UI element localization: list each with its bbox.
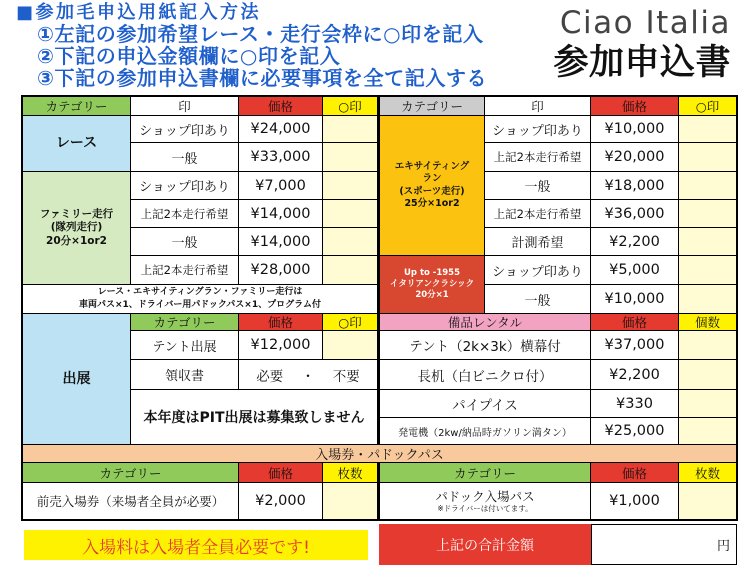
exciting-general-check-cell[interactable] bbox=[679, 172, 736, 199]
instructions bbox=[16, 3, 487, 89]
race-shop-label: ショップ印あり bbox=[131, 116, 238, 142]
classic-general-label: 一般 bbox=[485, 285, 590, 313]
exciting-run-duration: 25分×1or2 bbox=[404, 197, 460, 209]
paddock-pass-price: ¥1,000 bbox=[591, 483, 678, 519]
family-shop-check-cell[interactable] bbox=[323, 172, 377, 199]
brand-logo-text: Ciao Italia bbox=[559, 5, 731, 41]
family-shop-label: ショップ印あり bbox=[131, 172, 238, 199]
ticket-right-price-header: 価格 bbox=[591, 463, 678, 482]
right-mark-header: 印 bbox=[485, 97, 590, 115]
family-shop-price: ¥7,000 bbox=[239, 172, 322, 199]
right-category-header: カテゴリー bbox=[380, 97, 484, 115]
classic-shop-check-cell[interactable] bbox=[679, 256, 736, 284]
exciting-general-label: 一般 bbox=[485, 172, 590, 199]
family-general-double-check-cell[interactable] bbox=[323, 256, 377, 284]
advance-ticket-qty-cell[interactable] bbox=[323, 483, 377, 519]
ticket-right-category-header: カテゴリー bbox=[380, 463, 590, 482]
rental-generator-label: 発電機（2kw/納品時ガソリン満タン） bbox=[380, 418, 590, 444]
rental-generator-qty-cell[interactable] bbox=[679, 418, 736, 444]
left-check-header: ○印 bbox=[323, 97, 377, 115]
rental-tent-qty-cell[interactable] bbox=[679, 331, 736, 359]
pit-exhibit-notice: 本年度はPIT出展は募集致しません bbox=[131, 390, 377, 444]
exciting-shop-price: ¥10,000 bbox=[591, 116, 678, 142]
left-mark-header: 印 bbox=[131, 97, 238, 115]
exciting-shop-double-check-cell[interactable] bbox=[679, 143, 736, 171]
race-general-price: ¥33,000 bbox=[239, 143, 322, 171]
family-run-subtitle: (隊列走行) bbox=[50, 221, 103, 234]
paddock-pass-label: パドック入場パス bbox=[435, 489, 535, 504]
receipt-options bbox=[239, 360, 377, 389]
race-general-label: 一般 bbox=[131, 143, 238, 171]
classic-general-check-cell[interactable] bbox=[679, 285, 736, 313]
exhibit-category-header: カテゴリー bbox=[131, 314, 238, 330]
family-run-category bbox=[23, 172, 130, 284]
family-general-check-cell[interactable] bbox=[323, 228, 377, 255]
application-table bbox=[21, 95, 738, 521]
rental-table-label: 長机（白ビニクロ付） bbox=[380, 360, 590, 389]
exciting-general-double-check-cell[interactable] bbox=[679, 200, 736, 227]
family-general-label: 一般 bbox=[131, 228, 238, 255]
included-items-note-line-2: 車両パス×1、ドライバー用パドックパス×1、プログラム付 bbox=[79, 300, 321, 310]
exciting-run-category bbox=[380, 116, 484, 255]
admission-fee-notice: 入場料は入場者全員必要です! bbox=[24, 530, 368, 560]
ticket-right-qty-header: 枚数 bbox=[679, 463, 736, 482]
family-shop-double-check-cell[interactable] bbox=[323, 200, 377, 227]
exciting-shop-double-label: 上記2本走行希望 bbox=[485, 143, 590, 171]
receipt-option-separator: ・ bbox=[301, 368, 315, 385]
paddock-pass-qty-cell[interactable] bbox=[679, 483, 736, 519]
italian-classic-duration: 20分×1 bbox=[415, 290, 449, 301]
ticket-left-price-header: 価格 bbox=[239, 463, 322, 482]
race-shop-price: ¥24,000 bbox=[239, 116, 322, 142]
instruction-step-2: ②下記の申込金額欄に○印を記入 bbox=[37, 44, 341, 68]
classic-shop-label: ショップ印あり bbox=[485, 256, 590, 284]
instructions-title: ■参加毛申込用紙記入方法 bbox=[16, 2, 262, 23]
right-check-header: ○印 bbox=[679, 97, 736, 115]
paddock-pass-note: ※ドライバーは付いてます。 bbox=[437, 504, 533, 513]
family-run-title: ファミリー走行 bbox=[39, 207, 114, 220]
receipt-option-required[interactable]: 必要 bbox=[256, 368, 284, 385]
ticket-left-category-header: カテゴリー bbox=[23, 463, 238, 482]
exciting-shop-double-price: ¥20,000 bbox=[591, 143, 678, 171]
exhibit-check-header: ○印 bbox=[323, 314, 377, 330]
timing-price: ¥2,200 bbox=[591, 228, 678, 255]
rental-chair-price: ¥330 bbox=[591, 390, 678, 417]
exciting-run-title: エキサイティング bbox=[394, 160, 470, 172]
italian-classic-title: イタリアンクラシック bbox=[389, 278, 475, 289]
rental-qty-header: 個数 bbox=[679, 314, 736, 330]
classic-shop-price: ¥5,000 bbox=[591, 256, 678, 284]
total-amount-label: 上記の合計金額 bbox=[379, 524, 591, 565]
family-general-double-label: 上記2本走行希望 bbox=[131, 256, 238, 284]
total-amount-field[interactable] bbox=[591, 524, 737, 565]
exciting-general-double-price: ¥36,000 bbox=[591, 200, 678, 227]
rental-table-qty-cell[interactable] bbox=[679, 360, 736, 389]
exciting-general-double-label: 上記2本走行希望 bbox=[485, 200, 590, 227]
italian-classic-category bbox=[380, 256, 484, 313]
total-amount-unit: 円 bbox=[716, 539, 730, 554]
form-title: 参加申込書 bbox=[553, 43, 731, 83]
included-items-note bbox=[23, 285, 377, 313]
advance-ticket-label: 前売入場券（来場者全員が必要） bbox=[23, 483, 238, 519]
right-price-header: 価格 bbox=[591, 97, 678, 115]
race-shop-check-cell[interactable] bbox=[323, 116, 377, 142]
instruction-step-1: ①左記の参加希望レース・走行会枠に○印を記入 bbox=[37, 22, 484, 46]
timing-check-cell[interactable] bbox=[679, 228, 736, 255]
timing-label: 計測希望 bbox=[485, 228, 590, 255]
tent-exhibit-price: ¥12,000 bbox=[239, 331, 322, 359]
rental-generator-price: ¥25,000 bbox=[591, 418, 678, 444]
rental-price-header: 価格 bbox=[591, 314, 678, 330]
tent-exhibit-check-cell[interactable] bbox=[323, 331, 377, 359]
exciting-run-title-2: ラン bbox=[422, 173, 442, 185]
left-category-header: カテゴリー bbox=[23, 97, 130, 115]
exciting-general-price: ¥18,000 bbox=[591, 172, 678, 199]
family-shop-double-price: ¥14,000 bbox=[239, 200, 322, 227]
rental-tent-label: テント（2k×3k）横幕付 bbox=[380, 331, 590, 359]
rental-tent-price: ¥37,000 bbox=[591, 331, 678, 359]
ticket-left-qty-header: 枚数 bbox=[323, 463, 377, 482]
exciting-shop-check-cell[interactable] bbox=[679, 116, 736, 142]
italian-classic-era: Up to -1955 bbox=[404, 267, 460, 278]
advance-ticket-price: ¥2,000 bbox=[239, 483, 322, 519]
receipt-label: 領収書 bbox=[131, 360, 238, 389]
rental-table-price: ¥2,200 bbox=[591, 360, 678, 389]
instruction-step-3: ③下記の参加申込書欄に必要事項を全て記入する bbox=[37, 66, 488, 90]
tent-exhibit-label: テント出展 bbox=[131, 331, 238, 359]
family-general-double-price: ¥28,000 bbox=[239, 256, 322, 284]
left-price-header: 価格 bbox=[239, 97, 322, 115]
brand-block bbox=[553, 5, 731, 85]
race-category: レース bbox=[23, 116, 130, 171]
family-shop-double-label: 上記2本走行希望 bbox=[131, 200, 238, 227]
classic-general-price: ¥10,000 bbox=[591, 285, 678, 313]
paddock-pass-cell bbox=[380, 483, 590, 519]
exciting-run-subtitle: (スポーツ走行) bbox=[399, 185, 465, 197]
exhibit-category: 出展 bbox=[23, 314, 130, 444]
rental-chair-label: パイプイス bbox=[380, 390, 590, 417]
rental-header: 備品レンタル bbox=[380, 314, 590, 330]
exhibit-price-header: 価格 bbox=[239, 314, 322, 330]
tickets-section-title: 入場券・パドックパス bbox=[23, 445, 736, 462]
included-items-note-line-1: レース・エキサイティングラン・ファミリー走行は bbox=[97, 287, 303, 298]
exciting-shop-label: ショップ印あり bbox=[485, 116, 590, 142]
rental-chair-qty-cell[interactable] bbox=[679, 390, 736, 417]
race-general-check-cell[interactable] bbox=[323, 143, 377, 171]
family-run-duration: 20分×1or2 bbox=[46, 234, 107, 247]
family-general-price: ¥14,000 bbox=[239, 228, 322, 255]
receipt-option-not-required[interactable]: 不要 bbox=[332, 368, 360, 385]
